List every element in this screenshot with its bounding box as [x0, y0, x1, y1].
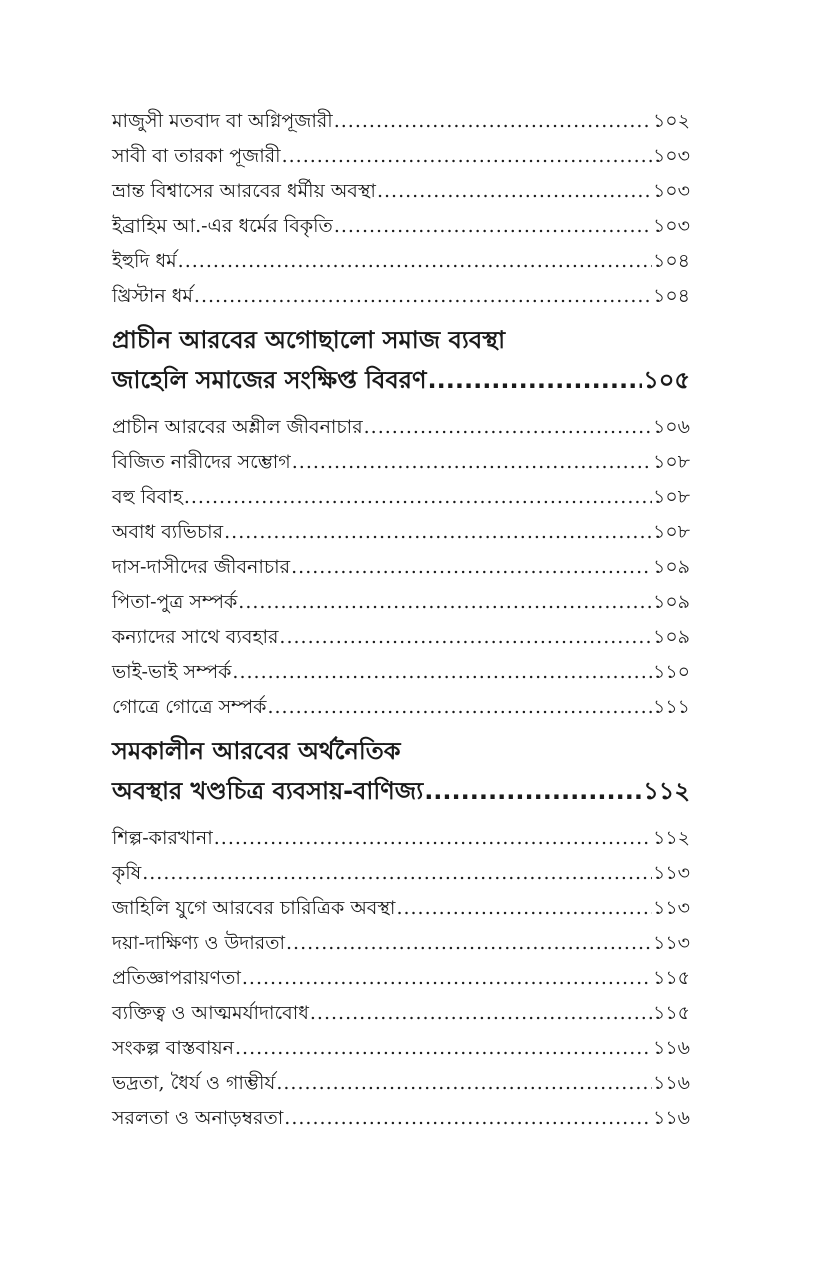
- dot-leader: [276, 1066, 652, 1101]
- toc-entry-page: ১১৬: [652, 1037, 690, 1059]
- toc-entry: [112, 821, 690, 856]
- dot-leader: [310, 996, 652, 1031]
- toc-group-1: [112, 104, 690, 314]
- toc-entry-title: দাস-দাসীদের জীবনাচার: [112, 556, 291, 578]
- dot-leader: [291, 550, 652, 585]
- toc-entry: [112, 139, 690, 174]
- toc-entry: [112, 1031, 690, 1066]
- toc-entry-title: কৃষি: [112, 862, 142, 884]
- dot-leader: [267, 690, 652, 725]
- toc-entry: [112, 550, 690, 585]
- toc-entry-page: ১০৪: [652, 250, 690, 272]
- toc-entry-title: পিতা-পুত্র সম্পর্ক: [112, 591, 238, 613]
- dot-leader: [142, 856, 652, 891]
- toc-entry: [112, 996, 690, 1031]
- dot-leader: [427, 360, 642, 400]
- toc-entry: [112, 410, 690, 445]
- toc-entry: [112, 244, 690, 279]
- dot-leader: [238, 585, 652, 620]
- dot-leader: [184, 480, 652, 515]
- toc-entry-title: ভ্রান্ত বিশ্বাসের আরবের ধর্মীয় অবস্থা: [112, 180, 376, 202]
- dot-leader: [377, 174, 652, 209]
- dot-leader: [235, 1031, 652, 1066]
- toc-entry: [112, 209, 690, 244]
- dot-leader: [224, 515, 652, 550]
- toc-entry-page: ১০৯: [652, 591, 690, 613]
- section-heading-2: [112, 731, 690, 811]
- toc-entry-title: শিল্প-কারখানা: [112, 827, 213, 849]
- toc-entry-page: ১০৩: [652, 145, 690, 167]
- toc-entry-title: দয়া-দাক্ষিণ্য ও উদারতা: [112, 932, 285, 954]
- toc-entry-title: ভাই-ভাই সম্পর্ক: [112, 661, 232, 683]
- toc-entry-title: অবাধ ব্যভিচার: [112, 521, 224, 543]
- dot-leader: [242, 961, 652, 996]
- dot-leader: [282, 139, 652, 174]
- section-heading-page: ১১২: [643, 777, 690, 805]
- section-heading-entry: [112, 360, 690, 400]
- toc-entry-page: ১০৯: [652, 556, 690, 578]
- dot-leader: [364, 410, 652, 445]
- dot-leader: [292, 445, 652, 480]
- section-heading-line2: অবস্থার খণ্ডচিত্র ব্যবসায়-বাণিজ্য: [112, 777, 424, 805]
- dot-leader: [286, 926, 652, 961]
- dot-leader: [194, 279, 652, 314]
- toc-entry-title: মাজুসী মতবাদ বা অগ্নিপূজারী: [112, 110, 333, 132]
- toc-entry-title: গোত্রে গোত্রে সম্পর্ক: [112, 696, 267, 718]
- section-heading-1: [112, 320, 690, 400]
- toc-entry-page: ১১৩: [652, 897, 690, 919]
- dot-leader: [232, 655, 652, 690]
- toc-entry-page: ১১১: [653, 696, 690, 718]
- toc-entry-page: ১০৪: [652, 285, 690, 307]
- toc-entry: [112, 961, 690, 996]
- toc-entry-title: ইহুদি ধর্ম: [112, 250, 177, 272]
- toc-group-2: [112, 410, 690, 725]
- section-heading-line1: সমকালীন আরবের অর্থনৈতিক: [112, 737, 401, 765]
- section-heading-line2: জাহেলি সমাজের সংক্ষিপ্ত বিবরণ: [112, 366, 427, 394]
- section-heading-entry: [112, 771, 690, 811]
- toc-entry-page: ১১৬: [652, 1072, 690, 1094]
- toc-group-3: [112, 821, 690, 1136]
- toc-entry: [112, 445, 690, 480]
- toc-entry: [112, 655, 690, 690]
- toc-entry: [112, 480, 690, 515]
- toc-entry-page: ১০৮: [652, 486, 690, 508]
- dot-leader: [284, 1101, 652, 1136]
- toc-entry-page: ১০৩: [652, 215, 690, 237]
- toc-entry-title: ইব্রাহিম আ.-এর ধর্মের বিকৃতি: [112, 215, 333, 237]
- toc-entry-page: ১১৫: [653, 1002, 690, 1024]
- toc-entry-title: প্রাচীন আরবের অশ্লীল জীবনাচার: [112, 416, 363, 438]
- toc-entry-page: ১১৩: [652, 862, 690, 884]
- dot-leader: [178, 244, 652, 279]
- toc-entry: [112, 856, 690, 891]
- toc-entry-title: সংকল্প বাস্তবায়ন: [112, 1037, 234, 1059]
- toc-entry: [112, 926, 690, 961]
- toc-entry-page: ১০২: [652, 110, 690, 132]
- table-of-contents: [112, 104, 690, 1136]
- dot-leader: [334, 209, 652, 244]
- toc-entry-page: ১০৯: [652, 626, 690, 648]
- toc-entry: [112, 104, 690, 139]
- toc-entry-page: ১০৮: [652, 451, 690, 473]
- toc-entry-title: সাবী বা তারকা পূজারী: [112, 145, 281, 167]
- dot-leader: [396, 891, 652, 926]
- toc-entry: [112, 891, 690, 926]
- dot-leader: [279, 620, 652, 655]
- toc-entry: [112, 279, 690, 314]
- dot-leader: [424, 771, 642, 811]
- toc-entry-title: বিজিত নারীদের সম্ভোগ: [112, 451, 291, 473]
- toc-entry: [112, 1101, 690, 1136]
- toc-entry: [112, 1066, 690, 1101]
- toc-entry-page: ১০৬: [652, 416, 690, 438]
- section-heading-page: ১০৫: [643, 366, 690, 394]
- toc-entry: [112, 620, 690, 655]
- toc-entry: [112, 174, 690, 209]
- toc-entry: [112, 585, 690, 620]
- toc-entry-page: ১১২: [652, 827, 690, 849]
- toc-entry-title: খ্রিস্টান ধর্ম: [112, 285, 193, 307]
- toc-entry: [112, 515, 690, 550]
- toc-entry-page: ১১৬: [652, 1107, 690, 1129]
- toc-entry-title: সরলতা ও অনাড়ম্বরতা: [112, 1107, 284, 1129]
- toc-entry-title: প্রতিজ্ঞাপরায়ণতা: [112, 967, 241, 989]
- toc-entry-page: ১১৩: [652, 932, 690, 954]
- toc-entry-title: ভদ্রতা, ধৈর্য ও গাম্ভীর্য: [112, 1072, 276, 1094]
- toc-entry-title: ব্যক্তিত্ব ও আত্মমর্যাদাবোধ: [112, 1002, 309, 1024]
- toc-entry: [112, 690, 690, 725]
- dot-leader: [334, 104, 652, 139]
- toc-entry-page: ১১০: [652, 661, 690, 683]
- toc-entry-page: ১০৩: [652, 180, 690, 202]
- toc-entry-page: ১১৫: [653, 967, 690, 989]
- toc-entry-page: ১০৮: [652, 521, 690, 543]
- toc-entry-title: বহু বিবাহ: [112, 486, 183, 508]
- toc-entry-title: কন্যাদের সাথে ব্যবহার: [112, 626, 279, 648]
- section-heading-line1: প্রাচীন আরবের অগোছালো সমাজ ব্যবস্থা: [112, 326, 506, 354]
- toc-entry-title: জাহিলি যুগে আরবের চারিত্রিক অবস্থা: [112, 897, 396, 919]
- dot-leader: [214, 821, 652, 856]
